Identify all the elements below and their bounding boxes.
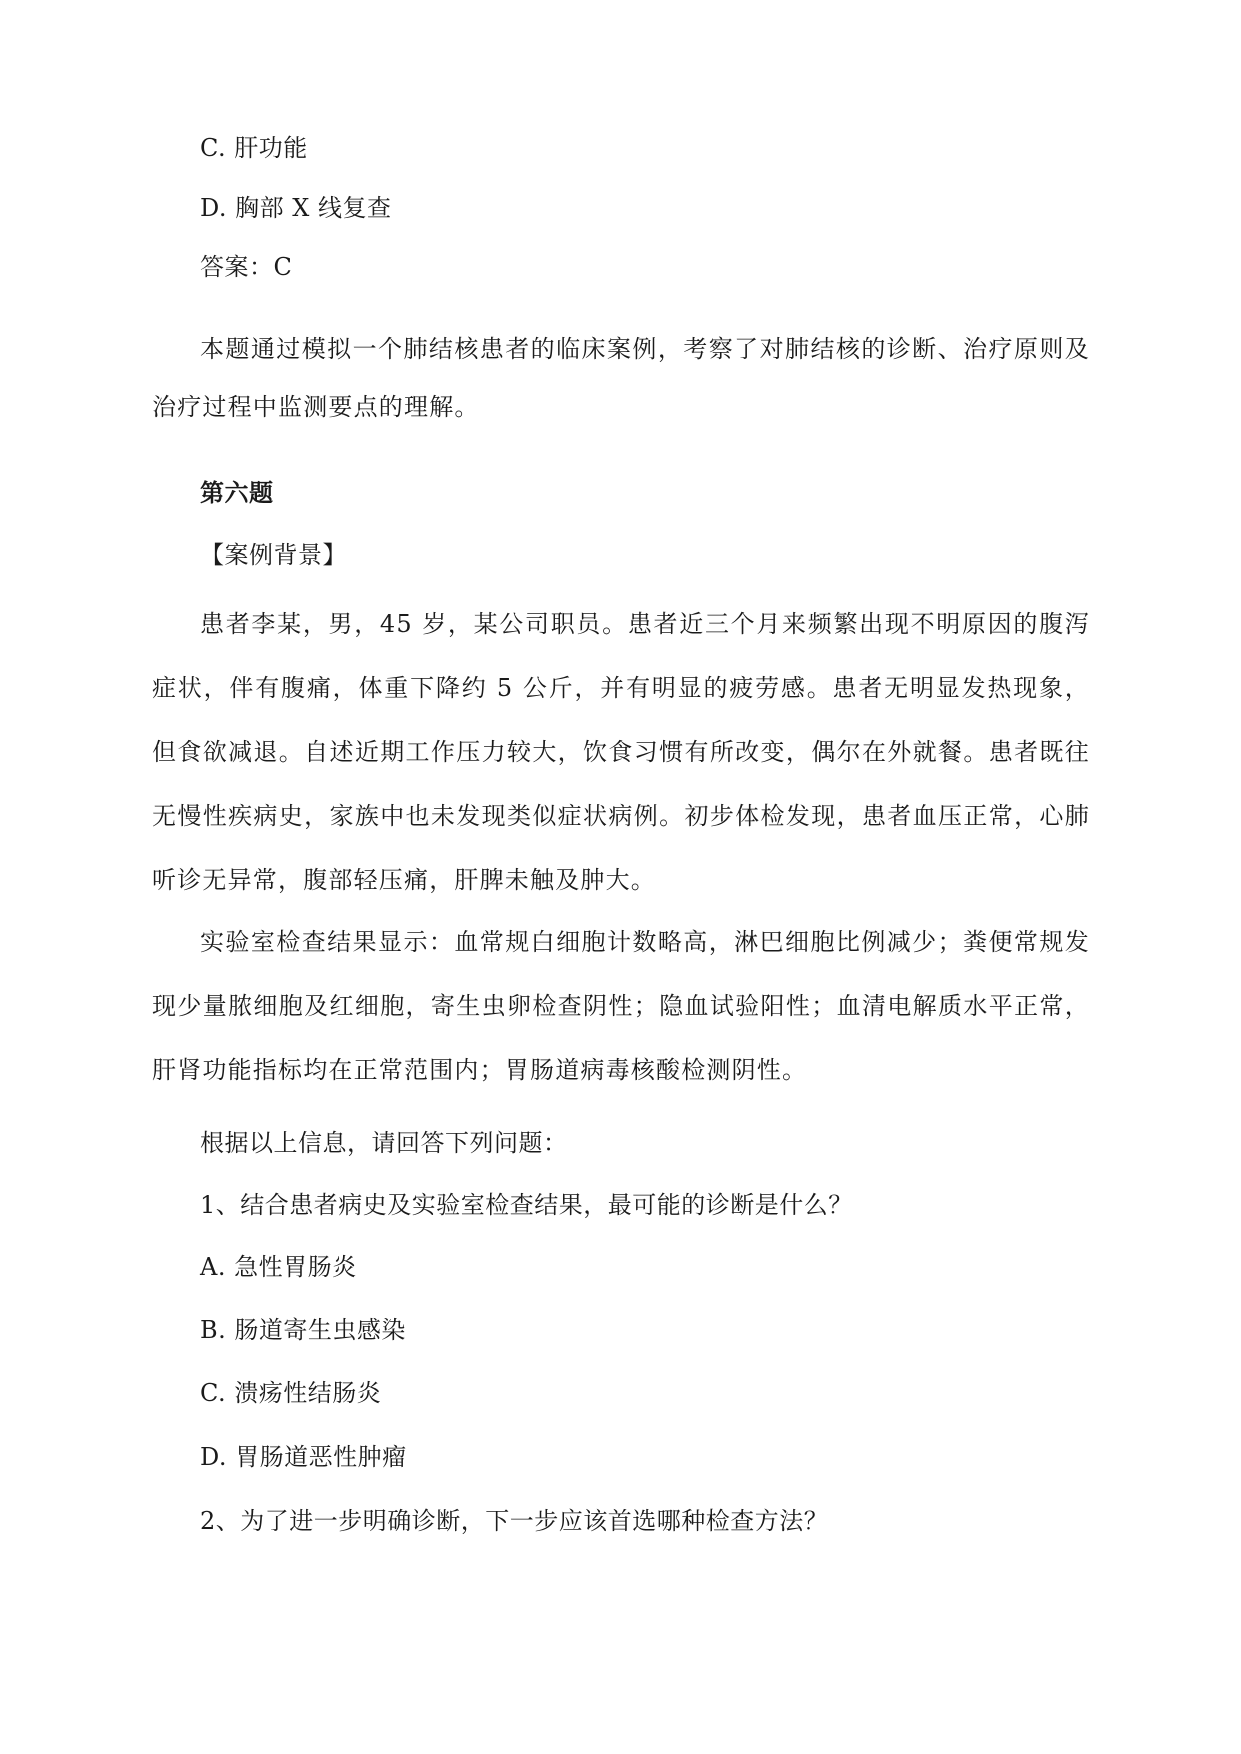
question-1-option-b: B. 肠道寄生虫感染 (200, 1316, 406, 1344)
case-heading: 【案例背景】 (200, 541, 347, 569)
case-paragraph-1: 患者李某，男，45 岁，某公司职员。患者近三个月来频繁出现不明原因的腹泻症状，伴有腹痛，体重下降约 5 公斤，并有明显的疲劳感。患者无明显发热现象，但食欲减退。自述近期工作压力较大，饮食习惯有所改变，偶尔在外就餐。患者既往无慢性疾病史，家族中也未发现类似症状病例。初步体检发现，患者血压正常，心肺听诊无异常，腹部轻压痛，肝脾未触及肿大。 (152, 610, 1090, 894)
question-1-option-d: D. 胃肠道恶性肿瘤 (200, 1443, 407, 1471)
question-1-option-c: C. 溃疡性结肠炎 (200, 1379, 382, 1407)
questions-prompt: 根据以上信息，请回答下列问题： (200, 1129, 568, 1157)
case-paragraph-2: 实验室检查结果显示：血常规白细胞计数略高，淋巴细胞比例减少；粪便常规发现少量脓细胞及红细胞，寄生虫卵检查阴性；隐血试验阳性；血清电解质水平正常，肝肾功能指标均在正常范围内；胃肠道病毒核酸检测阴性。 (152, 928, 1090, 1084)
option-c-prev: C. 肝功能 (200, 134, 308, 162)
explanation-paragraph: 本题通过模拟一个肺结核患者的临床案例，考察了对肺结核的诊断、治疗原则及治疗过程中监测要点的理解。 (152, 335, 1090, 421)
question-2-stem: 2、为了进一步明确诊断，下一步应该首选哪种检查方法？ (200, 1507, 829, 1535)
option-d-prev: D. 胸部 X 线复查 (200, 194, 392, 222)
question-1-option-a: A. 急性胃肠炎 (200, 1253, 357, 1281)
section-title: 第六题 (200, 479, 274, 507)
question-1-stem: 1、结合患者病史及实验室检查结果，最可能的诊断是什么？ (200, 1191, 853, 1219)
answer-line: 答案：C (200, 253, 293, 281)
